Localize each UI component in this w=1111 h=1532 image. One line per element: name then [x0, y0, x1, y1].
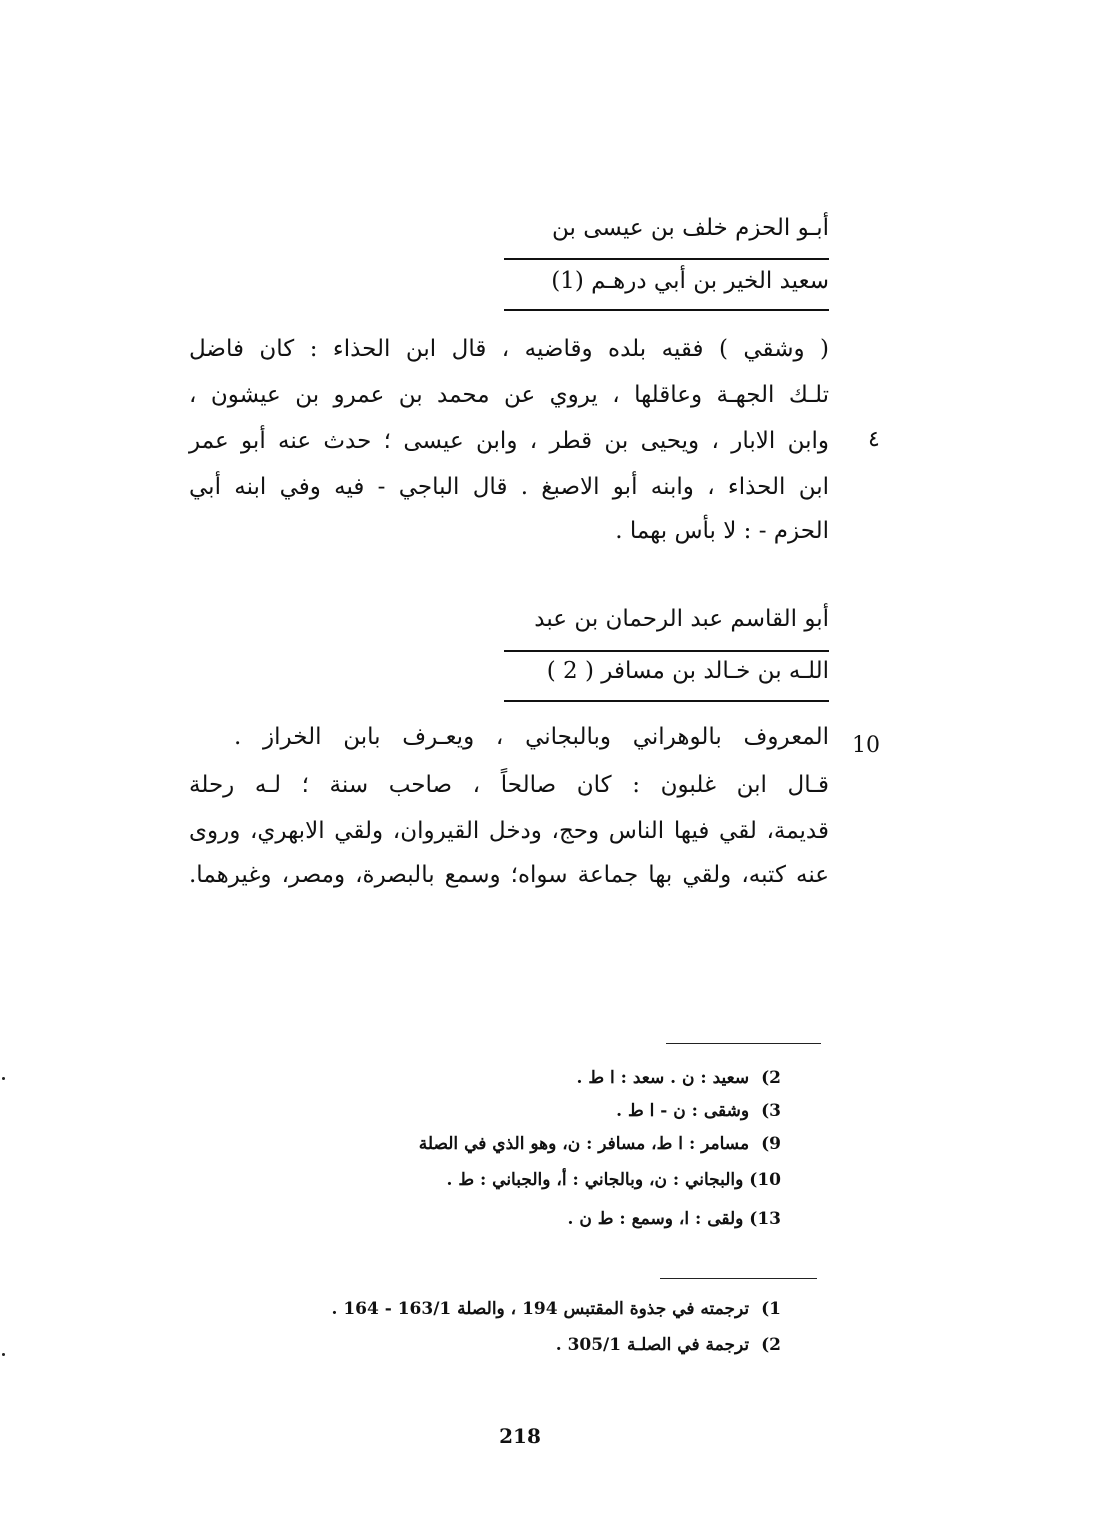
variant-note-2: 3) وشقى : ن - ا ط .	[616, 1101, 781, 1121]
variant-note-1: 2) سعيد : ن . سعد : ا ط .	[576, 1068, 781, 1088]
entry1-title-rule-bottom	[504, 309, 829, 311]
entry2-title-rule-bottom	[504, 700, 829, 702]
entry2-line-4: عنه كتبه، ولقي بها جماعة سواه؛ وسمع بالبصرة، ومصر، وغيرهما.	[189, 862, 829, 888]
entry1-line-2: تلـك الجهـة وعاقلها ، يروي عن محمد بن عمرو بن عيشون ،	[189, 382, 829, 408]
entry2-line-2: قـال ابن غلبون : كان صالحاً ، صاحب سنة ؛ لـه رحلة	[189, 772, 829, 798]
entry2-margin-line-number: 10	[852, 733, 880, 758]
entry1-line-5: الحزم - : لا بأس بهما .	[615, 518, 829, 544]
entry1-title-line2: سعيد الخير بن أبي درهـم (1)	[551, 268, 829, 294]
entry2-title-rule-top	[504, 650, 829, 652]
entry2-line-3: قديمة، لقي فيها الناس وحج، ودخل القيروان، ولقي الابهري، وروى	[189, 818, 829, 844]
variant-note-5: 13) ولقى : ا، وسمع : ط ن .	[567, 1209, 781, 1229]
variant-note-4: 10) والبجاني : ن، وبالجاني : أ، والجباني : ط .	[446, 1170, 781, 1190]
entry1-title-rule-top	[504, 258, 829, 260]
scan-speck	[2, 1353, 5, 1356]
entry2-line-1: المعروف بالوهراني وبالبجاني ، ويعـرف بابن الخراز .	[234, 724, 829, 750]
scan-speck	[2, 1077, 5, 1080]
entry1-margin-line-number: ٤	[868, 427, 880, 452]
entry1-line-4: ابن الحذاء ، وابنه أبو الاصبغ . قال الباجي - فيه وفي ابنه أبي	[189, 474, 829, 500]
entry2-title-line1: أبو القاسم عبد الرحمان بن عبد	[534, 606, 829, 632]
source-note-1: 1) ترجمته في جذوة المقتبس 194 ، والصلة 163/1 - 164 .	[331, 1299, 781, 1319]
entry1-line-1: ( وشقي ) فقيه بلده وقاضيه ، قال ابن الحذاء : كان فاضل	[189, 336, 829, 362]
source-notes-rule	[660, 1278, 817, 1279]
variant-notes-rule	[666, 1043, 821, 1044]
page-number: 218	[499, 1424, 541, 1448]
entry2-title-line2: اللـه بن خـالد بن مسافر ( 2 )	[546, 658, 829, 684]
entry1-title-line1: أبـو الحزم خلف بن عيسى بن	[552, 215, 829, 241]
source-note-2: 2) ترجمة في الصلـة 305/1 .	[555, 1335, 781, 1355]
variant-note-3: 9) مسامر : ا ط، مسافر : ن، وهو الذي في الصلة	[418, 1134, 781, 1154]
entry1-line-3: وابن الابار ، ويحيى بن قطر ، وابن عيسى ؛ حدث عنه أبو عمر	[189, 428, 830, 454]
